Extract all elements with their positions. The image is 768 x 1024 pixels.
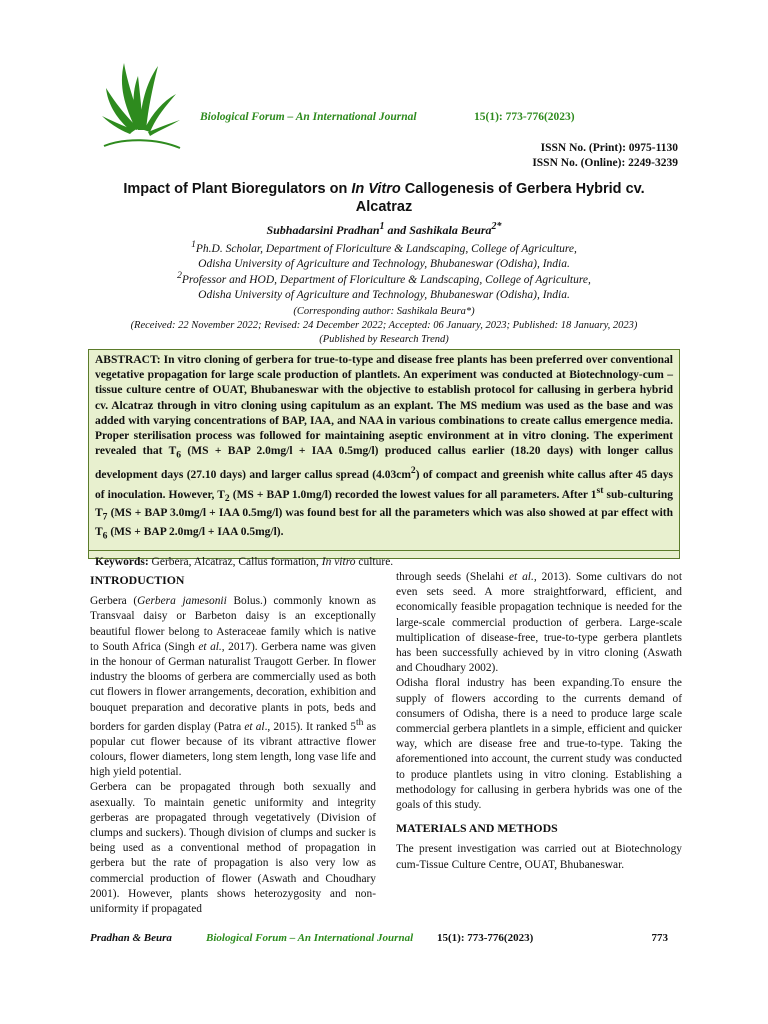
abstract-run: (MS + BAP 2.0mg/l + IAA 0.5mg/l) produced callus earlier (18.20 days) with longer callus development days (27.10 days) and larger callus spread (4.03cm (95, 445, 673, 481)
abstract-run: (MS + BAP 3.0mg/l + IAA 0.5mg/l) was found best for all the parameters which was also showed at par effect with T (95, 507, 673, 538)
text-run: Bolus.) commonly known as Transvaal daisy or Barbeton daisy is an exceptionally beautiful flower belong to Asteraceae family which is native to South Africa (Singh (90, 595, 376, 653)
abstract-sub: 6 (176, 449, 182, 461)
paragraph: Gerbera can be propagated through both sexually and asexually. To maintain genetic uniformity and integrity gerberas are propagated through vegetatively (Division of clumps and suckers). Though division of clumps and sucker is being used as a conventional method of propagation in gerbera but the rate of propagation is also very low as commercial production of flower (Aswath and Choudhary 2001). However, plants shows heterozygosity and non-uniformity if propagated (90, 781, 376, 916)
affiliation-2 (100, 268, 668, 303)
abstract-run: ) of compact and greenish white callus after 45 days of inoculation. However, T (95, 468, 673, 501)
text-run: Gerbera ( (90, 595, 138, 608)
journal-volume: 15(1): 773-776(2023) (474, 111, 575, 123)
article-dates: (Received: 22 November 2022; Revised: 24 December 2022; Accepted: 06 January, 2023; Published: 18 January, 2023) (130, 320, 638, 331)
affiliation-line: Odisha University of Agriculture and Technology, Bhubaneswar (Odisha), India. (198, 288, 570, 301)
affiliation-line: Professor and HOD, Department of Floriculture & Landscaping, College of Agriculture, (181, 273, 591, 286)
paragraph (90, 594, 376, 780)
journal-logo-icon (96, 58, 186, 158)
affiliation-sup: 1 (191, 239, 196, 250)
abstract-sup: 2 (410, 464, 416, 476)
abstract-sup: st (596, 484, 604, 496)
text-italic: et al. (198, 640, 222, 653)
page-number: 773 (651, 932, 668, 944)
keywords-italic: In vitro (321, 556, 356, 569)
abstract-run: (MS + BAP 1.0mg/l) recorded the lowest values for all parameters. After 1 (229, 488, 597, 501)
paper-title (100, 180, 668, 216)
affiliation-line: Odisha University of Agriculture and Technology, Bhubaneswar (Odisha), India. (198, 257, 570, 270)
paragraph: Odisha floral industry has been expanding.To ensure the supply of flowers according to the currents demand of consumers of Odisha, there is a need to produce large scale commercial gerbera plantlets in a simple, efficient and quicker way, which are disease free and true-to-type. Taking the aforementioned into account, the current study was conducted to produce plantlets using in vitro cloning. Establishing a methodology for callusing in gerbera hybrids was one of the goals of this study. (396, 677, 682, 812)
paragraph: The present investigation was carried out at Biotechnology cum-Tissue Culture Centre, OUAT, Bhubaneswar. (396, 843, 682, 871)
corresponding-block (60, 305, 708, 347)
text-italic: Gerbera jamesonii (137, 595, 227, 608)
section-heading-introduction: INTRODUCTION (90, 573, 185, 587)
author-sup: 2* (491, 221, 502, 232)
keywords-label: Keywords: (95, 556, 149, 569)
issn-print: ISSN No. (Print): 0975-1130 (540, 142, 678, 154)
abstract-run: (MS + BAP 2.0mg/l + IAA 0.5mg/l). (107, 525, 284, 538)
left-column (90, 570, 376, 917)
text-run: ., 2015). It ranked 5 (264, 720, 356, 733)
abstract-run: sub-culturing T (95, 488, 673, 520)
corresponding-author: (Corresponding author: Sashikala Beura*) (293, 306, 475, 317)
journal-name: Biological Forum – An International Journal (200, 111, 417, 123)
text-italic: et al (244, 720, 265, 733)
text-italic: et al., (508, 571, 537, 583)
text-run: through seeds (Shelahi (396, 571, 509, 583)
paragraph (396, 570, 682, 676)
abstract-sub: 7 (102, 511, 108, 523)
title-italic: In Vitro (351, 181, 401, 197)
right-column (396, 570, 682, 873)
footer-authors: Pradhan & Beura (90, 932, 172, 944)
text-run: , 2017). Gerbera name was given in the honour of German naturalist Traugott Gerber. In flower industry the blooms of gerbera are commercially used as both cut flowers in flower arrangements, decoration, exhibition and bouquet preparation and decorative plants in pots, beds and borders for garden display (Patra (90, 640, 376, 733)
abstract-text (95, 353, 673, 543)
text-run: 2013). Some cultivars do not even sets seed. A more straightforward, efficient, and economically feasible propagation technique is needed for the large-scale commercial production of gerbera. Large-scale multiplication of disease-free, true-to-type gerbera plantlets has been successfully achieved by in vitro cloning (Aswath and Choudhary 2002). (396, 571, 682, 675)
author-and: and (384, 223, 410, 237)
title-part: Impact of Plant Bioregulators on (123, 181, 352, 197)
footer-journal: Biological Forum – An International Journal (206, 932, 414, 944)
text-sup: th (355, 717, 364, 728)
section-heading-materials: MATERIALS AND METHODS (396, 821, 558, 836)
keywords (89, 550, 679, 570)
keywords-end: culture. (355, 556, 394, 569)
author-name: Subhadarsini Pradhan (266, 223, 380, 237)
footer-volume: 15(1): 773-776(2023) (437, 932, 534, 944)
author-sup: 1 (379, 221, 385, 232)
issn-online: ISSN No. (Online): 2249-3239 (532, 157, 678, 169)
affiliation-sup: 2 (177, 270, 182, 281)
author-line (100, 221, 668, 238)
abstract-sub: 2 (224, 492, 230, 504)
abstract-sub: 6 (102, 529, 108, 541)
text-run: as popular cut flower because of its vibrant attractive flower colours, flower diameters, long stem length, long vase life and high yield potential. (90, 720, 377, 779)
title-part: Callogenesis of Gerbera Hybrid cv. Alcatraz (355, 181, 645, 215)
abstract-box (88, 349, 680, 569)
affiliation-1 (100, 237, 668, 272)
abstract-run: ABSTRACT: In vitro cloning of gerbera for true-to-type and disease free plants has been preferred over conventional vegetative propagation for large scale production of plantlets. An experiment was conducted at Biotechnology-cum –tissue culture centre of OUAT, Bhubaneswar with the objective to establish protocol for callusing in gerbera hybrid cv. Alcatraz through in vitro cloning using capitulum as an explant. The MS medium was used as the base and was added with varying concentrations of BAP, IAA, and NAA in various combinations to create callus emergence media. Proper sterilisation process was followed for maintaining aseptic environment at in vitro cloning. The experiment revealed that T (95, 354, 673, 458)
author-name: Sashikala Beura (409, 223, 492, 237)
affiliation-line: Ph.D. Scholar, Department of Floriculture & Landscaping, College of Agriculture, (195, 242, 577, 255)
keywords-text: Gerbera, Alcatraz, Callus formation, (148, 556, 322, 569)
publisher-note: (Published by Research Trend) (319, 334, 449, 345)
